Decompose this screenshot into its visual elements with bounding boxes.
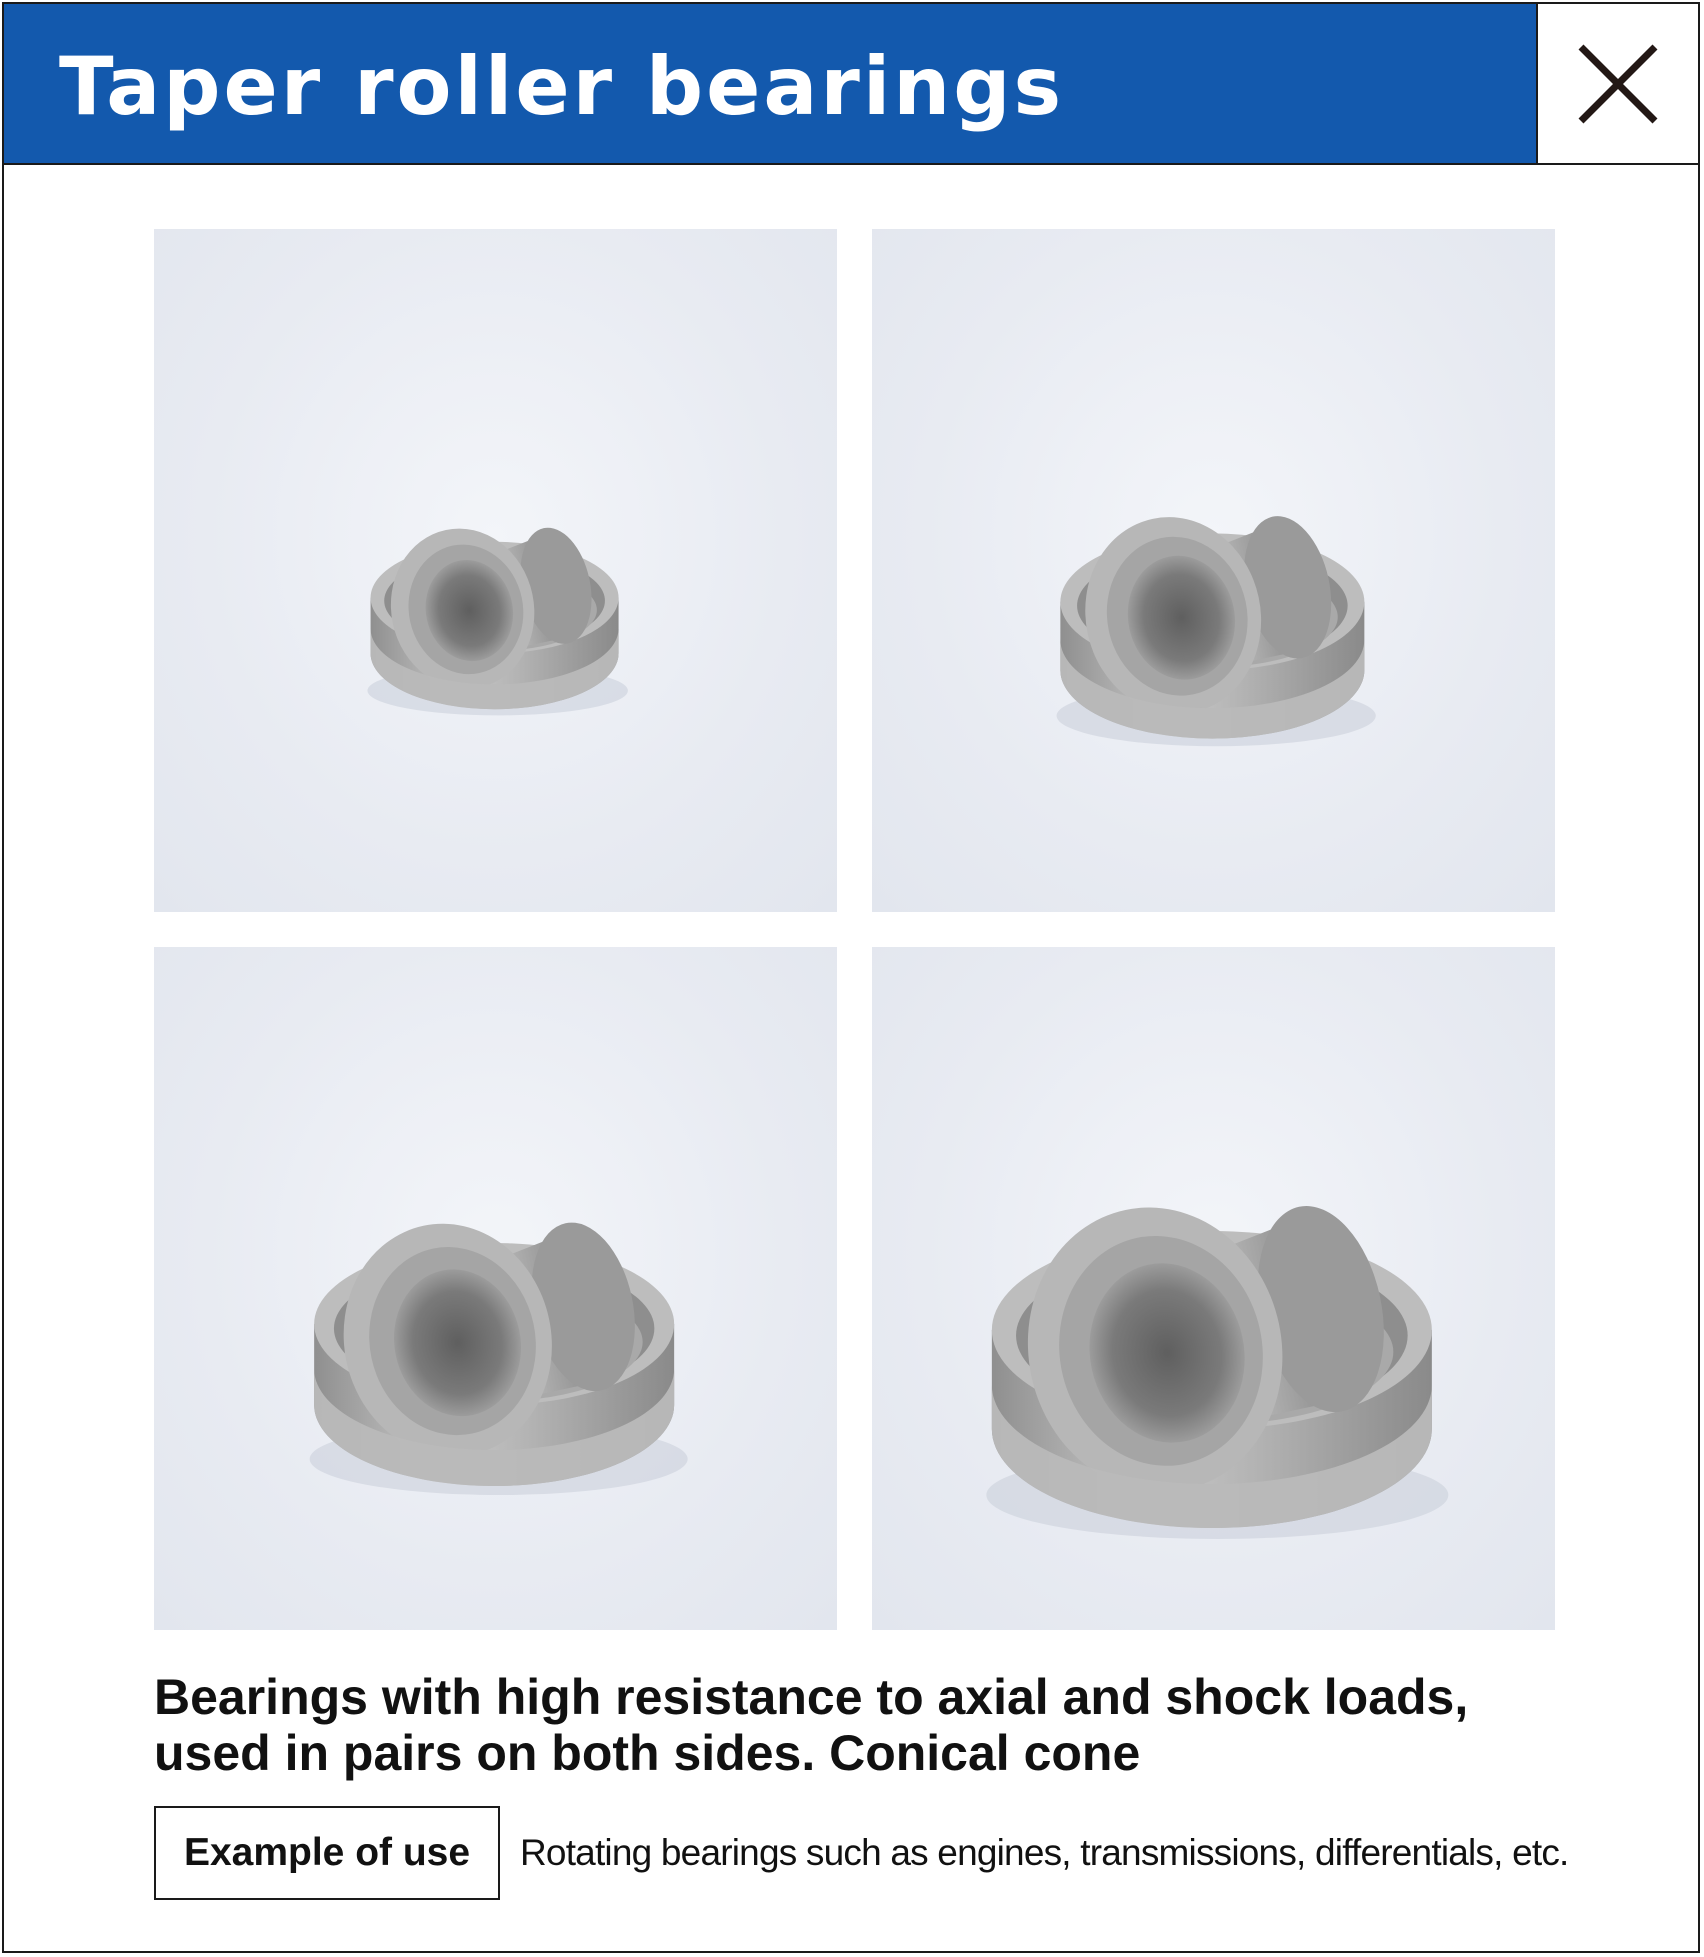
- bearing-icon: [154, 229, 837, 912]
- bearing-photo-2: [872, 229, 1555, 912]
- bearing-icon: [154, 947, 837, 1630]
- bearing-photo-1: [154, 229, 837, 912]
- close-icon[interactable]: [1573, 39, 1663, 129]
- bearing-icon: [872, 947, 1555, 1630]
- panel-header: [4, 4, 1698, 165]
- title-bar: [4, 4, 1536, 163]
- bearing-info-panel: [2, 2, 1700, 1953]
- image-gallery: [154, 229, 1556, 1632]
- description-line-2: used in pairs on both sides. Conical cone: [154, 1725, 1141, 1781]
- bearing-icon: [872, 229, 1555, 912]
- bearing-photo-3: [154, 947, 837, 1630]
- page-title: Taper roller bearings: [59, 40, 1065, 133]
- product-description: [154, 1669, 1594, 1781]
- bearing-photo-4: [872, 947, 1555, 1630]
- usage-text: Rotating bearings such as engines, transmissions, differentials, etc.: [520, 1832, 1569, 1873]
- usage-row: [154, 1806, 1569, 1900]
- usage-label: Example of use: [154, 1806, 500, 1900]
- description-line-1: Bearings with high resistance to axial and shock loads,: [154, 1669, 1469, 1725]
- close-button[interactable]: [1536, 4, 1698, 163]
